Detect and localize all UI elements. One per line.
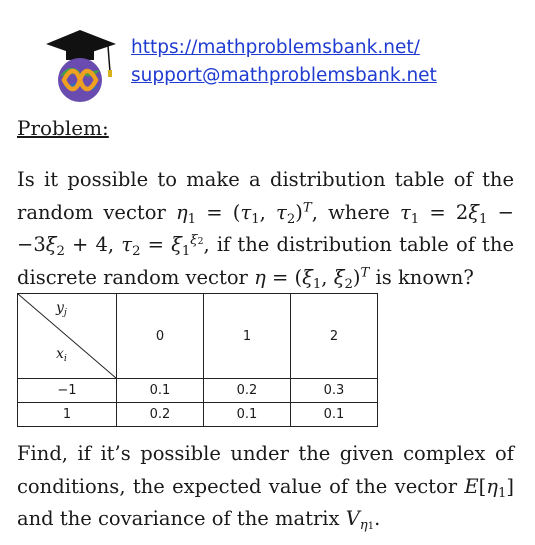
table-header-row xyxy=(18,294,378,379)
table-cell: 0.1 xyxy=(204,403,291,427)
distribution-table xyxy=(17,293,378,427)
table-row xyxy=(18,379,378,403)
email-link[interactable]: support@mathproblemsbank.net xyxy=(131,65,437,86)
task-statement: Find, if it’s possible under the given complex of conditions, the expected value of the vector $E[\eta_1]$ and the covariance of the matrix $V_{\eta 1}$. xyxy=(17,442,514,533)
row-header: 1 xyxy=(18,403,117,427)
corner-label-xi: $x_i$ xyxy=(56,346,67,364)
table-row xyxy=(18,403,378,427)
logo xyxy=(44,24,118,106)
column-header: 2 xyxy=(291,294,378,379)
problem-statement: Is it possible to make a distribution table of the random vector $\eta_1 = (\tau_1$, $\tau_2)^T$, where $\tau_1 = 2\xi_1 - -3\xi_2 + 4$, $\tau_2 = \xi_1^{\xi 2}$, if the distribution table of the discrete random vector $\eta = (\xi_1$, $\xi_2)^T$ is known? xyxy=(17,168,514,292)
table-corner-cell xyxy=(18,294,117,379)
table-cell: 0.2 xyxy=(117,403,204,427)
corner-label-yj: $y_j$ xyxy=(56,300,67,318)
table-cell: 0.1 xyxy=(117,379,204,403)
problem-heading: Problem: xyxy=(17,116,109,140)
row-header: −1 xyxy=(18,379,117,403)
graduation-cap-logo-icon xyxy=(44,24,118,106)
table-cell: 0.1 xyxy=(291,403,378,427)
column-header: 1 xyxy=(204,294,291,379)
table-cell: 0.3 xyxy=(291,379,378,403)
column-header: 0 xyxy=(117,294,204,379)
corner-diagonal xyxy=(18,294,116,378)
table-cell: 0.2 xyxy=(204,379,291,403)
header-links xyxy=(131,34,437,90)
site-link[interactable]: https://mathproblemsbank.net/ xyxy=(131,37,420,58)
